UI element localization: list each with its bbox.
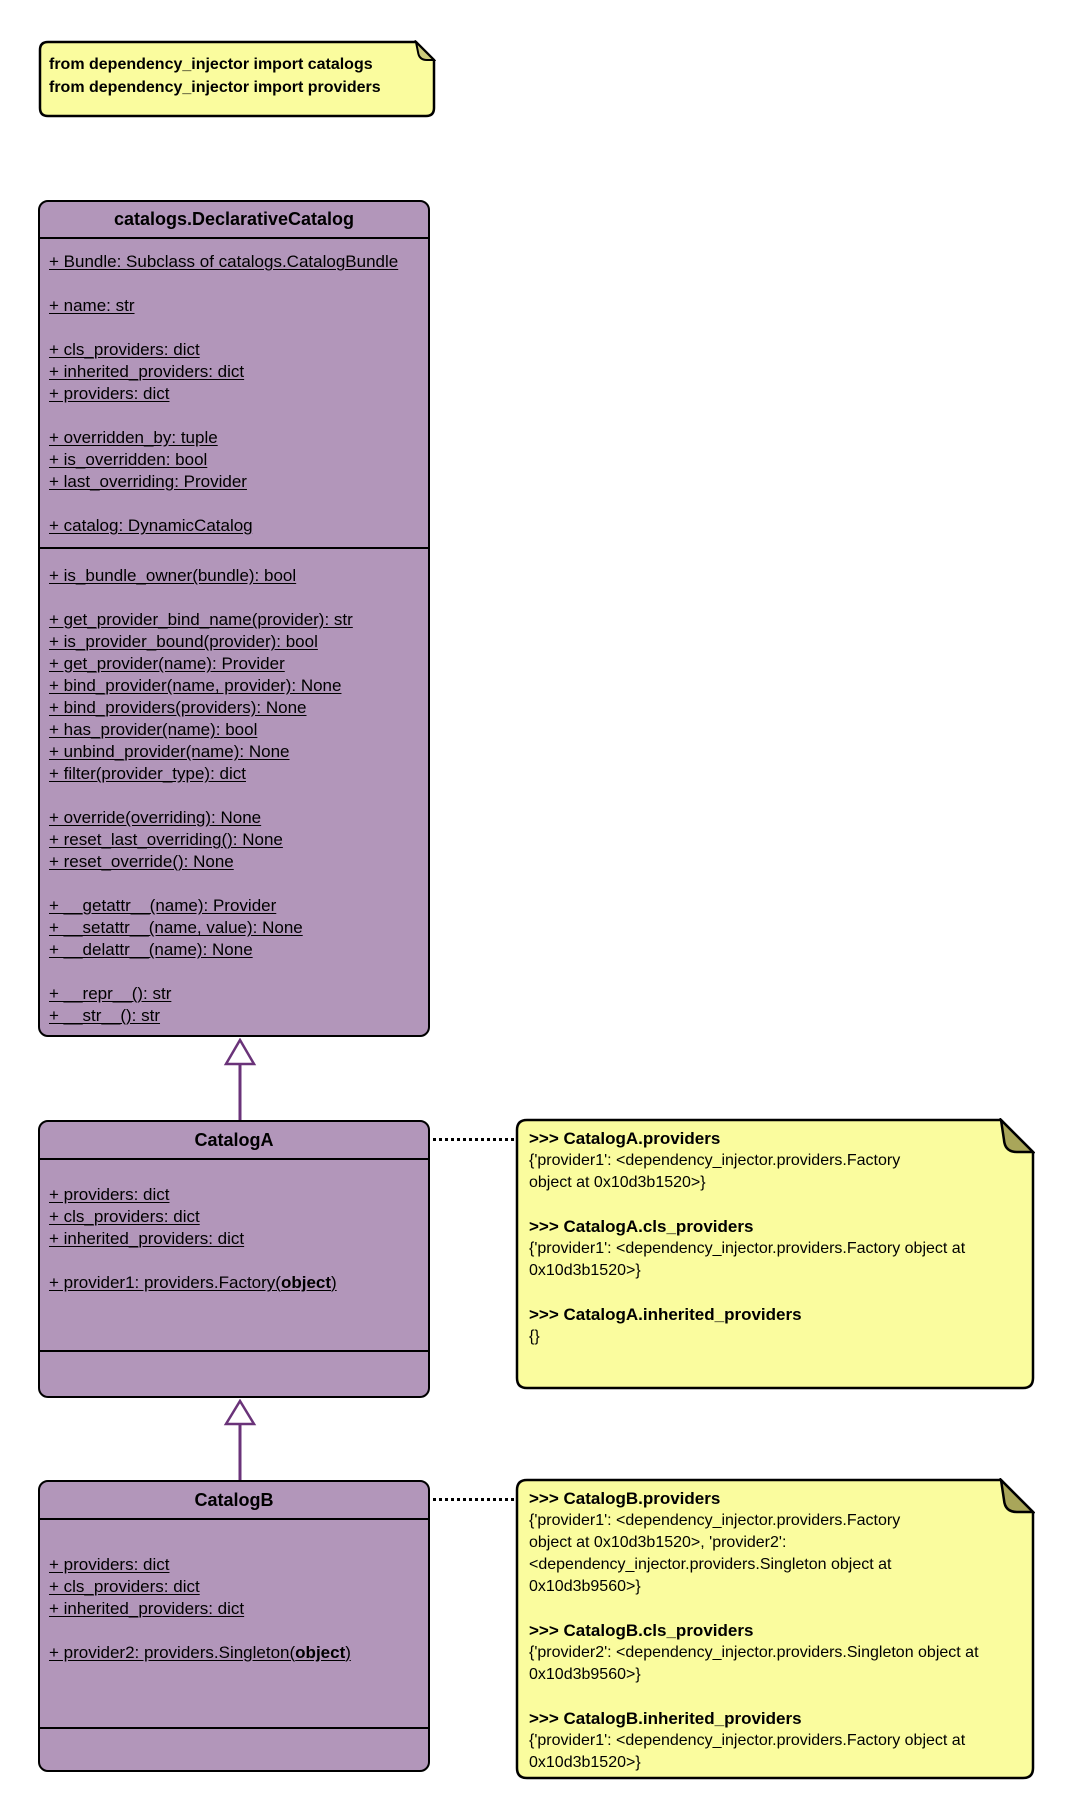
text-line [529,1282,1027,1304]
console-output-line: {'provider1': <dependency_injector.providers.Factory [529,1512,901,1529]
console-output-line: object at 0x10d3b1520>} [529,1174,706,1191]
console-output-line: {'provider1': <dependency_injector.providers.Factory [529,1152,901,1169]
text-line: + reset_override(): None [49,852,234,871]
text-line: + cls_providers: dict [49,1207,200,1226]
text-line: + cls_providers: dict [49,340,200,359]
class-title: catalogs.DeclarativeCatalog [40,202,428,239]
text-line: + providers: dict [49,384,170,403]
console-output-line: {'provider2': <dependency_injector.providers.Singleton object at [529,1644,979,1661]
text-line: + providers: dict [49,1555,170,1574]
text-line: + bind_providers(providers): None [49,698,307,717]
text-line: from dependency_injector import providers [49,79,381,96]
text-line: + unbind_provider(name): None [49,742,290,761]
text-line: + cls_providers: dict [49,1577,200,1596]
console-output-line: 0x10d3b1520>} [529,1262,641,1279]
note-link-catalog-a [433,1138,514,1141]
imports-code [49,53,428,99]
console-command: >>> CatalogB.providers [529,1489,721,1508]
text-line [49,1620,424,1642]
text-line: + __setattr__(name, value): None [49,918,303,937]
text-line: + provider1: providers.Factory(object) [49,1273,337,1292]
text-line: + __getattr__(name): Provider [49,896,277,915]
console-command: >>> CatalogB.cls_providers [529,1621,754,1640]
text-line [49,317,424,339]
text-line: + has_provider(name): bool [49,720,258,739]
text-line: + catalog: DynamicCatalog [49,516,253,535]
text-line [49,785,424,807]
inheritance-arrow-catalog-a [220,1038,260,1125]
text-line: + overridden_by: tuple [49,428,218,447]
text-line [49,273,424,295]
attributes-compartment [40,239,428,547]
text-line [49,1250,424,1272]
text-line: + reset_last_overriding(): None [49,830,283,849]
console-output-line: object at 0x10d3b1520>, 'provider2': [529,1534,787,1551]
console-output-line: {'provider1': <dependency_injector.providers.Factory object at [529,1732,966,1749]
text-line: + get_provider_bind_name(provider): str [49,610,353,629]
class-declarative-catalog [38,200,430,1037]
methods-compartment [40,547,428,1035]
hollow-triangle-icon [226,1040,254,1064]
text-line: + Bundle: Subclass of catalogs.CatalogBundle [49,252,399,271]
class-title: CatalogB [40,1482,428,1520]
text-line [529,1194,1027,1216]
attributes-compartment [40,1160,428,1350]
text-line: + bind_provider(name, provider): None [49,676,342,695]
text-line: + name: str [49,296,135,315]
text-line: + inherited_providers: dict [49,1599,245,1618]
text-line [529,1598,1027,1620]
class-title: CatalogA [40,1122,428,1160]
console-command: >>> CatalogA.cls_providers [529,1217,754,1236]
catalog-b-note [515,1478,1035,1780]
catalog-a-note [515,1118,1035,1390]
class-catalog-a [38,1120,430,1398]
text-line: + inherited_providers: dict [49,1229,245,1248]
text-line: + provider2: providers.Singleton(object) [49,1643,351,1662]
text-line: + filter(provider_type): dict [49,764,246,783]
console-text [529,1128,1027,1348]
console-output-line: 0x10d3b1520>} [529,1754,641,1771]
console-output-line: 0x10d3b9560>} [529,1666,641,1683]
text-line: from dependency_injector import catalogs [49,56,373,73]
note-link-catalog-b [433,1498,514,1501]
text-line [49,587,424,609]
console-text [529,1488,1027,1774]
text-line [49,405,424,427]
empty-methods-compartment [40,1350,428,1396]
console-command: >>> CatalogA.inherited_providers [529,1305,802,1324]
text-line: + __delattr__(name): None [49,940,253,959]
attributes-compartment [40,1520,428,1727]
inheritance-arrow-catalog-b [220,1399,260,1485]
text-line: + __repr__(): str [49,984,172,1003]
console-output-line: {'provider1': <dependency_injector.providers.Factory object at [529,1240,966,1257]
text-line: + is_overridden: bool [49,450,208,469]
text-line [529,1686,1027,1708]
text-line: + providers: dict [49,1185,170,1204]
text-line: + is_provider_bound(provider): bool [49,632,318,651]
console-output-line: 0x10d3b9560>} [529,1578,641,1595]
console-output-line: {} [529,1328,540,1345]
text-line: + is_bundle_owner(bundle): bool [49,566,297,585]
empty-methods-compartment [40,1727,428,1770]
text-line [49,493,424,515]
text-line: + override(overriding): None [49,808,262,827]
imports-note [38,40,436,118]
text-line: + last_overriding: Provider [49,472,247,491]
class-catalog-b [38,1480,430,1772]
text-line: + __str__(): str [49,1006,161,1025]
text-line: + get_provider(name): Provider [49,654,285,673]
hollow-triangle-icon [226,1401,254,1424]
text-line: + inherited_providers: dict [49,362,245,381]
console-command: >>> CatalogA.providers [529,1129,721,1148]
text-line [49,961,424,983]
console-command: >>> CatalogB.inherited_providers [529,1709,802,1728]
text-line [49,873,424,895]
console-output-line: <dependency_injector.providers.Singleton object at [529,1556,892,1573]
